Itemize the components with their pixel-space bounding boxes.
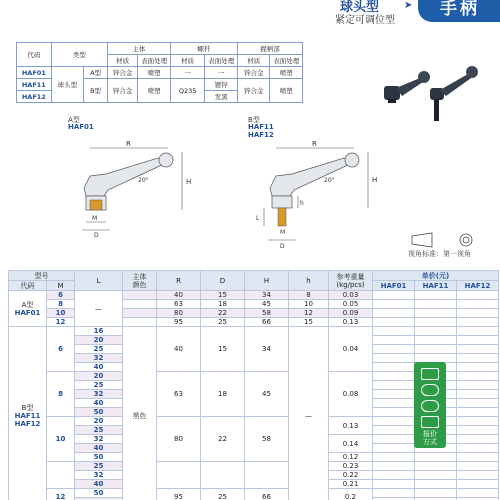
l-cell: 32 <box>75 390 123 399</box>
price-cell <box>457 390 499 399</box>
price-cell <box>415 471 457 480</box>
spec-header-material: 材质 <box>237 55 270 67</box>
wechat-icon[interactable] <box>421 400 439 412</box>
price-cell <box>457 408 499 417</box>
color-cell <box>123 309 157 318</box>
price-cell <box>457 417 499 426</box>
spec-cell: 喷塑 <box>138 67 171 79</box>
price-cell <box>457 363 499 372</box>
weight-cell: 0.12 <box>329 453 373 462</box>
price-cell <box>457 345 499 354</box>
dim-h: H <box>372 176 378 184</box>
dim-m: M <box>92 215 98 222</box>
m-cell: 6 <box>47 327 75 372</box>
price-cell <box>373 462 415 471</box>
d-cell <box>201 462 245 489</box>
price-cell <box>457 354 499 363</box>
m-cell: 8 <box>47 372 75 417</box>
dim-d: D <box>94 232 99 238</box>
price-cell <box>373 300 415 309</box>
diagram-b <box>250 138 410 250</box>
color-cell <box>123 291 157 300</box>
price-cell <box>373 345 415 354</box>
header-price-code: HAF12 <box>457 281 499 291</box>
header-model: 型号 <box>9 271 75 281</box>
spec-cell: 锌合金 <box>107 79 137 103</box>
spec-header-handle: 握柄部 <box>237 43 302 55</box>
h-small-cell: 12 <box>289 309 329 318</box>
spec-cell: Q235 <box>170 79 205 103</box>
header-h-small: h <box>289 271 329 291</box>
weight-cell: 0.21 <box>329 480 373 489</box>
price-cell <box>457 291 499 300</box>
category-badge: 手柄 <box>418 0 500 22</box>
m-cell: 10 <box>47 309 75 318</box>
header-title: 球头型 <box>340 0 380 15</box>
l-cell: 32 <box>75 435 123 444</box>
spec-header-surface: 表面处理 <box>138 55 171 67</box>
h-small-cell: — <box>289 327 329 500</box>
contact-sidebar[interactable] <box>414 362 446 448</box>
m-cell: 8 <box>47 300 75 309</box>
price-cell <box>415 291 457 300</box>
l-cell: 40 <box>75 363 123 372</box>
spec-cell: 锌合金 <box>107 67 137 79</box>
color-cell: 黑色 <box>123 327 157 500</box>
price-cell <box>457 462 499 471</box>
group-b-code: HAF12 <box>14 420 41 429</box>
price-cell <box>415 453 457 462</box>
price-cell <box>373 480 415 489</box>
m-cell <box>47 462 75 489</box>
spec-code: HAF11 <box>17 79 52 91</box>
weight-cell: 0.2 <box>329 489 373 500</box>
diagram-b-code: HAF11 <box>248 123 274 131</box>
h-small-cell: 8 <box>289 291 329 300</box>
spec-cell: 锌合金 <box>237 67 270 79</box>
l-cell: 20 <box>75 372 123 381</box>
price-cell <box>457 471 499 480</box>
price-cell <box>373 381 415 390</box>
header-body-color-2: 颜色 <box>132 280 147 289</box>
h-cell: 34 <box>245 327 289 372</box>
price-cell <box>457 309 499 318</box>
price-cell <box>457 480 499 489</box>
header-body-color <box>123 271 157 291</box>
weight-cell: 0.23 <box>329 462 373 471</box>
dim-d: D <box>280 243 285 250</box>
dim-angle: 20° <box>324 177 335 184</box>
group-a-type: A型 <box>21 300 34 309</box>
m-cell: 10 <box>47 417 75 462</box>
d-cell: 22 <box>201 417 245 462</box>
price-cell <box>457 453 499 462</box>
spec-cell: 锌合金 <box>237 79 270 103</box>
h-cell: 34 <box>245 291 289 300</box>
spec-header-body: 主体 <box>107 43 170 55</box>
spec-subtype: A型 <box>84 67 108 79</box>
l-cell: 20 <box>75 417 123 426</box>
header-price-code: HAF01 <box>373 281 415 291</box>
spec-header-screw: 螺杆 <box>170 43 237 55</box>
l-cell: 16 <box>75 327 123 336</box>
h-cell: 58 <box>245 417 289 462</box>
price-cell <box>373 453 415 462</box>
spec-code: HAF12 <box>17 91 52 103</box>
price-cell <box>415 327 457 336</box>
weight-cell: 0.22 <box>329 471 373 480</box>
spec-header-code: 代码 <box>17 43 52 67</box>
l-cell: 32 <box>75 471 123 480</box>
table-row <box>9 462 499 471</box>
spec-cell: 喷塑 <box>138 79 171 103</box>
spec-header-type: 类型 <box>51 43 107 67</box>
r-cell: 40 <box>157 291 201 300</box>
arrow-right-icon: ➤ <box>404 0 413 11</box>
r-cell: 63 <box>157 372 201 417</box>
header-code: 代码 <box>9 281 47 291</box>
price-cell <box>373 444 415 453</box>
spec-table <box>16 42 303 103</box>
price-cell <box>457 399 499 408</box>
price-cell <box>457 300 499 309</box>
spec-code: HAF01 <box>17 67 52 79</box>
price-cell <box>373 318 415 327</box>
diagram-a-type: A型 <box>68 116 80 124</box>
m-cell: 12 <box>47 489 75 500</box>
spec-subtype: B型 <box>84 79 108 103</box>
r-cell: 40 <box>157 327 201 372</box>
weight-cell: 0.05 <box>329 300 373 309</box>
header-m: M <box>47 281 75 291</box>
product-photo <box>380 56 490 126</box>
header-r: R <box>157 271 201 291</box>
table-row <box>9 327 499 336</box>
spec-cell: 发黑 <box>205 91 238 103</box>
price-cell <box>373 426 415 435</box>
table-header-row <box>9 271 499 281</box>
price-cell <box>457 372 499 381</box>
dim-h: H <box>186 178 192 186</box>
price-cell <box>415 309 457 318</box>
price-cell <box>373 336 415 345</box>
quote-label-1[interactable]: 报价 <box>423 430 437 438</box>
l-cell: 50 <box>75 453 123 462</box>
d-cell: 18 <box>201 372 245 417</box>
weight-cell: 0.04 <box>329 327 373 372</box>
spec-cell: 一 <box>170 67 205 79</box>
price-cell <box>457 336 499 345</box>
table-row <box>9 489 499 498</box>
price-cell <box>415 489 457 498</box>
l-cell: 25 <box>75 426 123 435</box>
price-cell <box>373 363 415 372</box>
dim-h-small: h <box>300 200 304 207</box>
d-cell: 25 <box>201 318 245 327</box>
spec-header-material: 材质 <box>107 55 137 67</box>
mail-icon[interactable] <box>421 416 439 428</box>
diagram-a <box>68 138 218 238</box>
view-standard-label: 视角标准：第一视角 <box>408 250 471 258</box>
spec-cell: 喷塑 <box>270 67 303 79</box>
price-cell <box>415 336 457 345</box>
d-cell: 25 <box>201 489 245 500</box>
dim-r: R <box>312 140 317 148</box>
price-cell <box>373 417 415 426</box>
l-cell: 25 <box>75 381 123 390</box>
spec-header-surface: 表面处理 <box>270 55 303 67</box>
l-cell: 40 <box>75 399 123 408</box>
r-cell: 95 <box>157 489 201 500</box>
r-cell: 63 <box>157 300 201 309</box>
m-cell: 12 <box>47 318 75 327</box>
d-cell: 15 <box>201 291 245 300</box>
price-cell <box>373 390 415 399</box>
r-cell: 95 <box>157 318 201 327</box>
group-a-label <box>9 291 47 327</box>
dim-r: R <box>126 140 131 148</box>
price-cell <box>457 318 499 327</box>
group-b-type: B型 <box>21 404 34 413</box>
price-cell <box>457 426 499 435</box>
price-cell <box>457 435 499 444</box>
d-cell: 18 <box>201 300 245 309</box>
price-cell <box>415 345 457 354</box>
spec-group-type: 球头型 <box>51 67 84 103</box>
projection-symbol <box>406 232 486 248</box>
price-cell <box>373 372 415 381</box>
header-price: 单价(元) <box>373 271 499 281</box>
group-b-label <box>9 327 47 500</box>
header-body-color-1: 主体 <box>132 272 147 281</box>
header-l: L <box>75 271 123 291</box>
dim-l: L <box>256 215 260 222</box>
weight-cell: 0.03 <box>329 291 373 300</box>
group-b-code: HAF11 <box>14 412 41 421</box>
handle-a-photo <box>384 71 430 103</box>
price-cell <box>457 327 499 336</box>
header-weight-2: (kg/pcs) <box>336 280 365 289</box>
h-cell <box>245 462 289 489</box>
h-small-cell: 15 <box>289 318 329 327</box>
header-subtitle: 紧定可调位型 <box>335 15 395 26</box>
h-cell: 58 <box>245 309 289 318</box>
price-cell <box>415 462 457 471</box>
h-small-cell: 10 <box>289 300 329 309</box>
spec-cell: 喷塑 <box>270 79 303 103</box>
price-cell <box>373 408 415 417</box>
price-cell <box>373 489 415 498</box>
price-cell <box>457 444 499 453</box>
phone-icon[interactable] <box>421 384 439 396</box>
dim-angle: 20° <box>138 177 149 184</box>
price-cell <box>373 291 415 300</box>
header-h: H <box>245 271 289 291</box>
price-cell <box>373 354 415 363</box>
price-cell <box>373 309 415 318</box>
weight-cell: 0.13 <box>329 318 373 327</box>
spec-header-material: 材质 <box>170 55 205 67</box>
header-weight-1: 参考重量 <box>336 272 365 281</box>
price-cell <box>373 471 415 480</box>
h-cell: 66 <box>245 489 289 500</box>
weight-cell: 0.08 <box>329 372 373 417</box>
h-cell: 66 <box>245 318 289 327</box>
price-cell <box>457 489 499 498</box>
handle-b-photo <box>430 66 478 121</box>
color-cell <box>123 300 157 309</box>
price-cell <box>373 327 415 336</box>
l-cell: 25 <box>75 462 123 471</box>
price-cell <box>415 300 457 309</box>
l-cell: 50 <box>75 489 123 498</box>
weight-cell: 0.09 <box>329 309 373 318</box>
diagram-b-type: B型 <box>248 116 260 124</box>
price-cell <box>457 381 499 390</box>
spec-header-surface: 表面处理 <box>205 55 238 67</box>
d-cell: 15 <box>201 327 245 372</box>
l-cell: 40 <box>75 444 123 453</box>
spec-cell: 镀锌 <box>205 79 238 91</box>
price-cell <box>373 399 415 408</box>
group-a-code: HAF01 <box>14 308 41 317</box>
diagram-b-code: HAF12 <box>248 131 274 139</box>
r-cell: 80 <box>157 417 201 462</box>
h-cell: 45 <box>245 372 289 417</box>
dim-m: M <box>280 229 286 236</box>
l-cell: 32 <box>75 354 123 363</box>
quote-label-2[interactable]: 方式 <box>423 438 437 446</box>
d-cell: 22 <box>201 309 245 318</box>
header-price-code: HAF11 <box>415 281 457 291</box>
weight-cell: 0.13 <box>329 417 373 435</box>
price-cell <box>373 435 415 444</box>
spec-cell: 一 <box>205 67 238 79</box>
price-cell <box>415 318 457 327</box>
document-icon[interactable] <box>421 368 439 380</box>
r-cell: 80 <box>157 309 201 318</box>
table-row <box>9 291 499 300</box>
l-cell: — <box>75 291 123 327</box>
diagram-a-code: HAF01 <box>68 123 94 131</box>
weight-cell: 0.14 <box>329 435 373 453</box>
h-cell: 45 <box>245 300 289 309</box>
m-cell: 6 <box>47 291 75 300</box>
header-d: D <box>201 271 245 291</box>
l-cell: 25 <box>75 345 123 354</box>
color-cell <box>123 318 157 327</box>
header-weight <box>329 271 373 291</box>
l-cell: 20 <box>75 336 123 345</box>
r-cell <box>157 462 201 489</box>
price-cell <box>415 480 457 489</box>
l-cell: 50 <box>75 408 123 417</box>
l-cell: 40 <box>75 480 123 489</box>
